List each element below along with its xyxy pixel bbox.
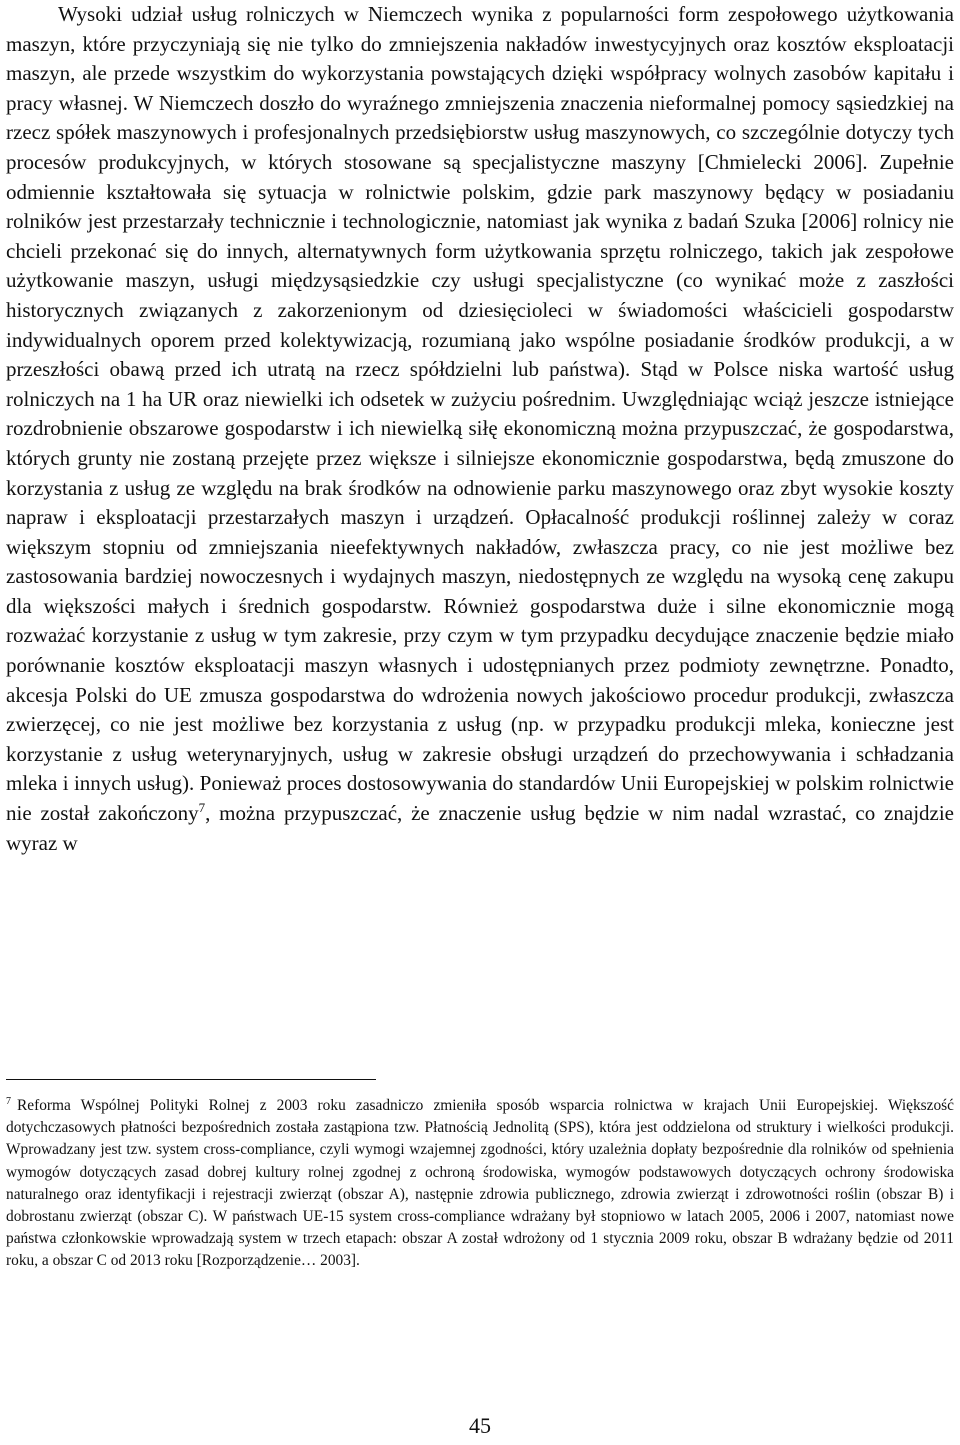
body-text-part2: , można przypuszczać, że znaczenie usług będzie w nim nadal wzrastać, co znajdzie wyraz w <box>6 801 955 855</box>
document-page <box>6 0 954 1445</box>
body-text-part1: Wysoki udział usług rolniczych w Niemczech wynika z popularności form zespołowego użytkowania maszyn, które przyczyniają się nie tylko do zmniejszenia nakładów inwestycyjnych oraz kosztów eksploatacji maszyn, ale przede wszystkim do wykorzystania powstających dzięki współpracy wolnych zasobów kapitału i pracy własnej. W Niemczech doszło do wyraźnego zmniejszenia znaczenia nieformalnej pomocy sąsiedzkiej na rzecz spółek maszynowych i profesjonalnych przedsiębiorstw usług maszynowych, co szczególnie dotyczy tych procesów produkcyjnych, w których stosowane są specjalistyczne maszyny [Chmielecki 2006]. Zupełnie odmiennie kształtowała się sytuacja w rolnictwie polskim, gdzie park maszynowy będący w posiadaniu rolników jest przestarzały technicznie i technologicznie, natomiast jak wynika z badań Szuka [2006] rolnicy nie chcieli przekonać się do innych, alternatywnych form użytkowania sprzętu rolniczego, takich jak zespołowe użytkowanie maszyn, usługi międzysąsiedzkie czy usługi specjalistyczne (co wynikać może z zaszłości historycznych związanych z zakorzenionym od dziesięcioleci w świadomości właścicieli gospodarstw indywidualnych oporem przed kolektywizacją, rozumianą jako wspólne posiadanie środków produkcji, a w przeszłości obawą przed ich utratą na rzecz spółdzielni lub państwa). Stąd w Polsce niska wartość usług rolniczych na 1 ha UR oraz niewielki ich odsetek w zużyciu pośrednim. Uwzględniając wciąż jeszcze istniejące rozdrobnienie obszarowe gospodarstw i ich niewielką siłę ekonomiczną można przypuszczać, że gospodarstwa, których grunty nie zostaną przejęte przez większe i silniejsze ekonomicznie gospodarstwa, będą zmuszone do korzystania z usług ze względu na brak środków na odnowienie parku maszynowego oraz zbyt wysokie koszty napraw i eksploatacji przestarzałych maszyn i urządzeń. Opłacalność produkcji roślinnej zależy w coraz większym stopniu od zmniejszania nieefektywnych nakładów, zwłaszcza pracy, co nie jest możliwe bez zastosowania bardziej nowoczesnych i wydajnych maszyn, niedostępnych ze względu na wysoką cenę zakupu dla większości małych i średnich gospodarstw. Również gospodarstwa duże i silne ekonomicznie mogą rozważać korzystanie z usług w tym zakresie, przy czym w tym przypadku decydujące znaczenie będzie miało porównanie kosztów eksploatacji maszyn własnych i udostępnianych przez podmioty zewnętrzne. Ponadto, akcesja Polski do UE zmusza gospodarstwa do wdrożenia nowych jakościowo procedur produkcji, zwłaszcza zwierzęcej, co nie jest możliwe bez korzystania z usług (np. w przypadku produkcji mleka, konieczne jest korzystanie z usług weterynaryjnych, usług w zakresie obsługi urządzeń do przechowywania i schładzania mleka i innych usług). Ponieważ proces dostosowywania do standardów Unii Europejskiej w polskim rolnictwie nie został zakończony <box>6 2 954 826</box>
footnote-text: Reforma Wspólnej Polityki Rolnej z 2003 roku zasadniczo zmieniła sposób wsparcia rolnictwa w krajach Unii Europejskiej. Większość dotychczasowych płatności bezpośrednich została zastąpiona tzw. Płatnością Jednolitą (SPS), która jest oddzielona od struktury i wielkości produkcji. Wprowadzany jest tzw. system cross-compliance, czyli wymogi wzajemnej zgodności, który uzależnia dopłaty bezpośrednie dla rolników od spełnienia wymogów dotyczących zasad dobrej kultury rolnej zgodnej z ochroną środowiska, wymogów podstawowych dotyczących ochrony środowiska naturalnego oraz identyfikacji i rejestracji zwierząt (obszar A), następnie zdrowia publicznego, zdrowia zwierząt i zdrowotności roślin (obszar B) i dobrostanu zwierząt (obszar C). W państwach UE-15 system cross-compliance wdrażany był stopniowo w latach 2005, 2006 i 2007, natomiast nowe państwa członkowskie wprowadzają system w trzech etapach: obszar A został wdrożony od 1 stycznia 2009 roku, obszar B wdrażany będzie od 2011 roku, a obszar C od 2013 roku [Rozporządzenie… 2003]. <box>6 1097 954 1270</box>
footnote-separator <box>6 1079 376 1080</box>
footnote-marker: 7 <box>6 1096 11 1107</box>
page-number: 45 <box>469 1413 491 1438</box>
body-paragraph <box>6 0 954 858</box>
footnote-reference: 7 <box>198 800 206 816</box>
footnote <box>6 1095 954 1273</box>
